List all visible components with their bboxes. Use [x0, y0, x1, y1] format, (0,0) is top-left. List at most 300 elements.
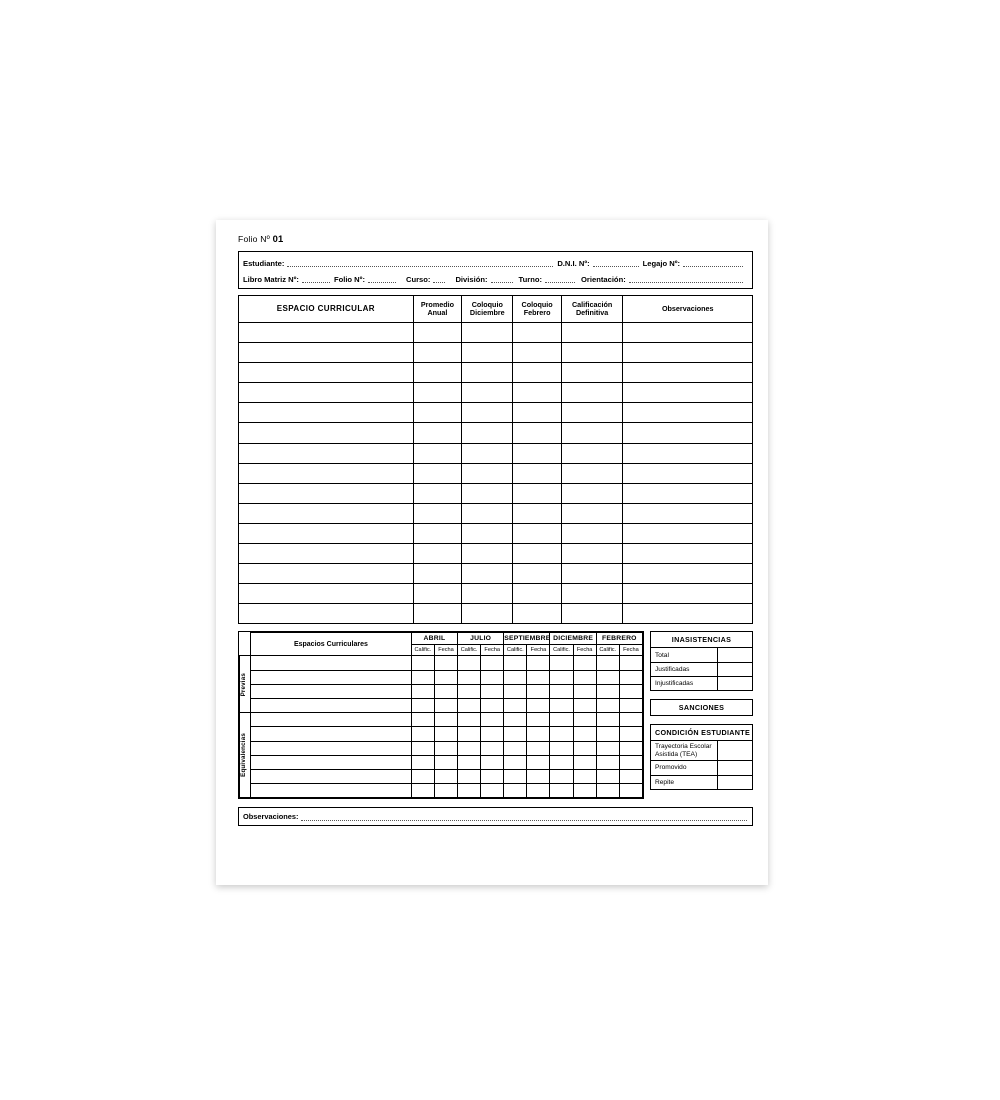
table-row [239, 443, 753, 463]
grades-cell[interactable] [462, 403, 513, 423]
table-row [239, 503, 753, 523]
previas-col-month-febrero: FEBRERO [596, 633, 642, 645]
sanciones-title: SANCIONES [678, 703, 725, 713]
previas-value-cell[interactable] [619, 741, 642, 755]
previas-value-cell[interactable] [504, 713, 527, 727]
previas-subject-cell[interactable] [251, 670, 412, 684]
previas-value-cell[interactable] [527, 727, 550, 741]
previas-value-cell[interactable] [504, 784, 527, 798]
col-calificacion-definitiva-l1: Calificación [571, 299, 613, 309]
previas-value-cell[interactable] [434, 741, 457, 755]
previas-value-cell[interactable] [573, 769, 596, 783]
grades-cell[interactable] [239, 483, 414, 503]
previas-value-cell[interactable] [573, 727, 596, 741]
grades-cell[interactable] [561, 544, 623, 564]
table-row [240, 755, 643, 769]
grades-cell[interactable] [239, 564, 414, 584]
previas-value-cell[interactable] [504, 727, 527, 741]
previas-value-cell[interactable] [458, 727, 481, 741]
folio-number: 01 [272, 233, 284, 244]
previas-value-cell[interactable] [481, 684, 504, 698]
previas-value-cell[interactable] [434, 755, 457, 769]
grades-cell[interactable] [561, 323, 623, 343]
previas-value-cell[interactable] [504, 698, 527, 712]
previas-value-cell[interactable] [619, 670, 642, 684]
previas-value-cell[interactable] [458, 684, 481, 698]
previas-value-cell[interactable] [481, 670, 504, 684]
grades-cell[interactable] [561, 423, 623, 443]
previas-value-cell[interactable] [458, 670, 481, 684]
previas-subject-cell[interactable] [251, 727, 412, 741]
previas-value-cell[interactable] [481, 727, 504, 741]
inasistencias-label-total: Total [655, 651, 669, 659]
grades-cell[interactable] [561, 584, 623, 604]
grades-cell[interactable] [239, 544, 414, 564]
previas-value-cell[interactable] [504, 769, 527, 783]
previas-value-cell[interactable] [527, 741, 550, 755]
previas-subcol-calific: Calific. [504, 645, 527, 656]
table-row [239, 463, 753, 483]
previas-group-label-previas [240, 656, 251, 713]
grades-cell[interactable] [623, 523, 753, 543]
previas-value-cell[interactable] [434, 656, 457, 670]
table-row [240, 741, 643, 755]
grades-cell[interactable] [513, 463, 561, 483]
grades-cell[interactable] [462, 564, 513, 584]
table-row [240, 698, 643, 712]
grades-cell[interactable] [462, 363, 513, 383]
grades-cell[interactable] [561, 564, 623, 584]
grades-cell[interactable] [239, 383, 414, 403]
previas-value-cell[interactable] [550, 698, 573, 712]
previas-subcol-fecha: Fecha [619, 645, 642, 656]
col-espacio-curricular: ESPACIO CURRICULAR [239, 296, 414, 323]
grades-cell[interactable] [239, 443, 414, 463]
previas-value-cell[interactable] [619, 769, 642, 783]
previas-value-cell[interactable] [550, 656, 573, 670]
previas-value-cell[interactable] [458, 784, 481, 798]
label-folio-nro: Folio Nº: [333, 275, 365, 284]
grades-cell[interactable] [623, 403, 753, 423]
previas-value-cell[interactable] [619, 755, 642, 769]
previas-value-cell[interactable] [550, 755, 573, 769]
table-row [239, 383, 753, 403]
previas-subject-cell[interactable] [251, 684, 412, 698]
previas-col-espacios-curriculares: Espacios Curriculares [251, 633, 412, 656]
field-curso[interactable] [433, 274, 445, 283]
previas-value-cell[interactable] [596, 684, 619, 698]
grades-cell[interactable] [462, 323, 513, 343]
grades-cell[interactable] [239, 604, 414, 624]
table-row [239, 403, 753, 423]
grades-cell[interactable] [413, 323, 461, 343]
document-sheet [216, 220, 768, 885]
grades-cell[interactable] [513, 584, 561, 604]
previas-subject-cell[interactable] [251, 698, 412, 712]
previas-value-cell[interactable] [504, 656, 527, 670]
student-header-row-2 [243, 272, 747, 284]
previas-value-cell[interactable] [481, 741, 504, 755]
previas-value-cell[interactable] [481, 698, 504, 712]
previas-value-cell[interactable] [619, 727, 642, 741]
previas-value-cell[interactable] [411, 727, 434, 741]
col-coloquio-diciembre [462, 296, 513, 323]
previas-subcol-calific: Calific. [411, 645, 434, 656]
previas-value-cell[interactable] [411, 784, 434, 798]
previas-value-cell[interactable] [481, 713, 504, 727]
previas-subcol-fecha: Fecha [573, 645, 596, 656]
previas-value-cell[interactable] [596, 727, 619, 741]
grades-cell[interactable] [561, 403, 623, 423]
previas-value-cell[interactable] [596, 755, 619, 769]
grades-cell[interactable] [462, 383, 513, 403]
label-division: División: [455, 275, 488, 284]
previas-value-cell[interactable] [550, 713, 573, 727]
grades-cell[interactable] [561, 443, 623, 463]
previas-value-cell[interactable] [596, 713, 619, 727]
previas-value-cell[interactable] [411, 713, 434, 727]
previas-value-cell[interactable] [434, 670, 457, 684]
condicion-row-promovido [651, 761, 752, 775]
previas-value-cell[interactable] [527, 698, 550, 712]
condicion-label-promovido: Promovido [655, 764, 687, 772]
grades-cell[interactable] [623, 343, 753, 363]
previas-value-cell[interactable] [458, 713, 481, 727]
field-estudiante[interactable] [287, 258, 553, 267]
field-orientacion[interactable] [629, 274, 743, 283]
grades-cell[interactable] [462, 443, 513, 463]
previas-subject-cell[interactable] [251, 784, 412, 798]
col-coloquio-diciembre-l1: Coloquio [471, 299, 503, 309]
previas-value-cell[interactable] [434, 769, 457, 783]
field-folio-nro[interactable] [368, 274, 396, 283]
condicion-label-tea [651, 743, 717, 758]
grades-cell[interactable] [462, 343, 513, 363]
previas-col-month-septiembre: SEPTIEMBRE [504, 633, 550, 645]
previas-value-cell[interactable] [573, 656, 596, 670]
previas-value-cell[interactable] [573, 784, 596, 798]
previas-header [240, 633, 643, 656]
grades-cell[interactable] [462, 483, 513, 503]
label-turno: Turno: [518, 275, 543, 284]
grades-cell[interactable] [623, 503, 753, 523]
previas-value-cell[interactable] [550, 741, 573, 755]
observaciones-footer-label: Observaciones: [243, 812, 299, 822]
previas-value-cell[interactable] [411, 698, 434, 712]
col-coloquio-febrero [513, 296, 561, 323]
previas-subject-cell[interactable] [251, 755, 412, 769]
field-dni[interactable] [593, 258, 639, 267]
previas-value-cell[interactable] [411, 656, 434, 670]
label-libro-matriz: Libro Matriz Nº: [243, 275, 299, 284]
previas-value-cell[interactable] [411, 741, 434, 755]
grades-cell[interactable] [623, 544, 753, 564]
previas-value-cell[interactable] [411, 670, 434, 684]
table-row [239, 323, 753, 343]
previas-value-cell[interactable] [504, 755, 527, 769]
grades-cell[interactable] [513, 383, 561, 403]
grades-cell[interactable] [462, 544, 513, 564]
field-turno[interactable] [545, 274, 575, 283]
previas-value-cell[interactable] [619, 656, 642, 670]
observaciones-footer-field[interactable] [301, 812, 747, 821]
previas-value-cell[interactable] [573, 755, 596, 769]
field-division[interactable] [491, 274, 513, 283]
grades-cell[interactable] [513, 523, 561, 543]
previas-value-cell[interactable] [596, 741, 619, 755]
table-row [240, 684, 643, 698]
grades-cell[interactable] [462, 604, 513, 624]
grades-cell[interactable] [413, 363, 461, 383]
grades-header-row [239, 296, 753, 323]
previas-value-cell[interactable] [550, 769, 573, 783]
inasistencias-value-injustificadas[interactable] [717, 677, 752, 690]
grades-cell[interactable] [239, 523, 414, 543]
previas-value-cell[interactable] [458, 755, 481, 769]
grades-cell[interactable] [561, 503, 623, 523]
previas-value-cell[interactable] [573, 741, 596, 755]
grades-cell[interactable] [413, 564, 461, 584]
previas-header-months [240, 633, 643, 645]
grades-cell[interactable] [462, 423, 513, 443]
col-coloquio-diciembre-l2: Diciembre [469, 308, 505, 317]
grades-cell[interactable] [623, 423, 753, 443]
grades-cell[interactable] [561, 363, 623, 383]
grades-cell[interactable] [513, 363, 561, 383]
grades-cell[interactable] [239, 584, 414, 604]
grades-cell[interactable] [239, 323, 414, 343]
grades-cell[interactable] [239, 363, 414, 383]
grades-cell[interactable] [623, 584, 753, 604]
inasistencias-row-total [651, 648, 752, 662]
previas-subject-cell[interactable] [251, 769, 412, 783]
previas-value-cell[interactable] [481, 755, 504, 769]
grades-cell[interactable] [413, 584, 461, 604]
previas-value-cell[interactable] [527, 769, 550, 783]
grades-cell[interactable] [513, 403, 561, 423]
previas-value-cell[interactable] [434, 784, 457, 798]
grades-cell[interactable] [623, 564, 753, 584]
previas-value-cell[interactable] [550, 727, 573, 741]
col-promedio-anual [413, 296, 461, 323]
grades-cell[interactable] [623, 383, 753, 403]
inasistencias-value-justificadas[interactable] [717, 663, 752, 676]
table-row [240, 784, 643, 798]
previas-value-cell[interactable] [527, 713, 550, 727]
condicion-label-tea-l1: Trayectoria Escolar [655, 743, 712, 751]
table-row [240, 670, 643, 684]
previas-value-cell[interactable] [504, 741, 527, 755]
previas-value-cell[interactable] [596, 784, 619, 798]
grades-cell[interactable] [513, 423, 561, 443]
previas-value-cell[interactable] [481, 784, 504, 798]
grades-cell[interactable] [561, 383, 623, 403]
condicion-value-promovido[interactable] [717, 761, 752, 774]
observaciones-footer [238, 807, 753, 826]
previas-value-cell[interactable] [619, 784, 642, 798]
previas-subject-cell[interactable] [251, 713, 412, 727]
previas-value-cell[interactable] [527, 670, 550, 684]
inasistencias-label-injustificadas: Injustificadas [655, 680, 694, 688]
grades-cell[interactable] [239, 423, 414, 443]
grades-cell[interactable] [513, 503, 561, 523]
table-row [239, 363, 753, 383]
previas-value-cell[interactable] [411, 755, 434, 769]
previas-value-cell[interactable] [550, 784, 573, 798]
previas-value-cell[interactable] [573, 698, 596, 712]
previas-value-cell[interactable] [550, 670, 573, 684]
grades-cell[interactable] [413, 383, 461, 403]
previas-subcol-fecha: Fecha [434, 645, 457, 656]
grades-cell[interactable] [413, 463, 461, 483]
previas-value-cell[interactable] [458, 698, 481, 712]
grades-cell[interactable] [513, 604, 561, 624]
previas-value-cell[interactable] [550, 684, 573, 698]
grades-cell[interactable] [462, 463, 513, 483]
inasistencias-row-justificadas [651, 663, 752, 677]
field-legajo[interactable] [683, 258, 743, 267]
field-libro-matriz[interactable] [302, 274, 330, 283]
previas-value-cell[interactable] [434, 698, 457, 712]
previas-value-cell[interactable] [504, 670, 527, 684]
label-curso: Curso: [405, 275, 431, 284]
previas-group-label-text: Equivalencias [240, 733, 247, 778]
previas-value-cell[interactable] [458, 769, 481, 783]
inasistencias-label-justificadas: Justificadas [655, 665, 690, 673]
lower-section [238, 631, 753, 799]
previas-value-cell[interactable] [573, 684, 596, 698]
previas-subcol-calific: Calific. [596, 645, 619, 656]
grades-cell[interactable] [513, 544, 561, 564]
grades-cell[interactable] [413, 523, 461, 543]
grades-cell[interactable] [561, 483, 623, 503]
previas-col-month-diciembre: DICIEMBRE [550, 633, 596, 645]
previas-value-cell[interactable] [411, 684, 434, 698]
previas-subcol-calific: Calific. [550, 645, 573, 656]
table-row [239, 544, 753, 564]
grades-cell[interactable] [239, 343, 414, 363]
table-row [239, 483, 753, 503]
grades-cell[interactable] [623, 604, 753, 624]
previas-subject-cell[interactable] [251, 656, 412, 670]
grades-cell[interactable] [413, 443, 461, 463]
inasistencias-row-injustificadas [651, 677, 752, 690]
previas-subject-cell[interactable] [251, 741, 412, 755]
grades-cell[interactable] [513, 343, 561, 363]
label-estudiante: Estudiante: [243, 259, 285, 268]
condicion-value-tea[interactable] [717, 741, 752, 760]
grades-cell[interactable] [623, 463, 753, 483]
grades-cell[interactable] [462, 523, 513, 543]
previas-value-cell[interactable] [619, 684, 642, 698]
inasistencias-box [650, 631, 753, 691]
col-promedio-anual-l1: Promedio [420, 299, 454, 309]
grades-cell[interactable] [239, 503, 414, 523]
previas-equivalencias-box [238, 631, 644, 799]
previas-value-cell[interactable] [434, 684, 457, 698]
previas-value-cell[interactable] [481, 656, 504, 670]
previas-value-cell[interactable] [619, 698, 642, 712]
condicion-value-repite[interactable] [717, 776, 752, 789]
previas-value-cell[interactable] [596, 670, 619, 684]
previas-value-cell[interactable] [434, 727, 457, 741]
grades-cell[interactable] [413, 544, 461, 564]
table-row [239, 343, 753, 363]
previas-value-cell[interactable] [411, 769, 434, 783]
grades-cell[interactable] [413, 343, 461, 363]
previas-value-cell[interactable] [527, 684, 550, 698]
grades-cell[interactable] [513, 323, 561, 343]
previas-value-cell[interactable] [434, 713, 457, 727]
grades-cell[interactable] [413, 483, 461, 503]
grades-cell[interactable] [239, 463, 414, 483]
previas-value-cell[interactable] [527, 784, 550, 798]
table-row [240, 656, 643, 670]
student-header-box [238, 251, 753, 289]
previas-value-cell[interactable] [481, 769, 504, 783]
grades-cell[interactable] [623, 443, 753, 463]
grades-cell[interactable] [561, 463, 623, 483]
previas-value-cell[interactable] [596, 656, 619, 670]
right-summary-column [650, 631, 753, 789]
previas-value-cell[interactable] [527, 755, 550, 769]
grades-cell[interactable] [239, 403, 414, 423]
grades-table [238, 295, 753, 624]
previas-value-cell[interactable] [573, 670, 596, 684]
document-content [238, 233, 753, 826]
grades-cell[interactable] [623, 483, 753, 503]
previas-value-cell[interactable] [573, 713, 596, 727]
grades-cell[interactable] [413, 604, 461, 624]
grades-cell[interactable] [462, 503, 513, 523]
previas-body [240, 656, 643, 798]
grades-cell[interactable] [623, 363, 753, 383]
previas-value-cell[interactable] [504, 684, 527, 698]
grades-cell[interactable] [513, 483, 561, 503]
label-legajo: Legajo Nº: [642, 259, 680, 268]
condicion-label-repite: Repite [655, 778, 675, 786]
table-row [240, 769, 643, 783]
label-dni: D.N.I. Nº: [557, 259, 590, 268]
grades-cell[interactable] [561, 604, 623, 624]
grades-cell[interactable] [513, 443, 561, 463]
grades-cell[interactable] [623, 323, 753, 343]
previas-value-cell[interactable] [596, 698, 619, 712]
col-observaciones: Observaciones [623, 296, 753, 323]
student-header-row-1 [243, 256, 747, 268]
col-calificacion-definitiva [561, 296, 623, 323]
grades-cell[interactable] [561, 523, 623, 543]
previas-value-cell[interactable] [619, 713, 642, 727]
inasistencias-value-total[interactable] [717, 648, 752, 661]
previas-value-cell[interactable] [596, 769, 619, 783]
col-coloquio-febrero-l2: Febrero [523, 308, 551, 317]
condicion-label-tea-l2: Asistida (TEA) [655, 750, 698, 758]
grades-cell[interactable] [513, 564, 561, 584]
grades-cell[interactable] [561, 343, 623, 363]
previas-col-month-julio: JULIO [458, 633, 504, 645]
inasistencias-title: INASISTENCIAS [651, 632, 752, 648]
previas-value-cell[interactable] [458, 656, 481, 670]
grades-cell[interactable] [413, 403, 461, 423]
table-row [239, 423, 753, 443]
previas-value-cell[interactable] [527, 656, 550, 670]
previas-value-cell[interactable] [458, 741, 481, 755]
grades-cell[interactable] [413, 503, 461, 523]
grades-cell[interactable] [413, 423, 461, 443]
grades-cell[interactable] [462, 584, 513, 604]
folio-line [238, 233, 753, 244]
